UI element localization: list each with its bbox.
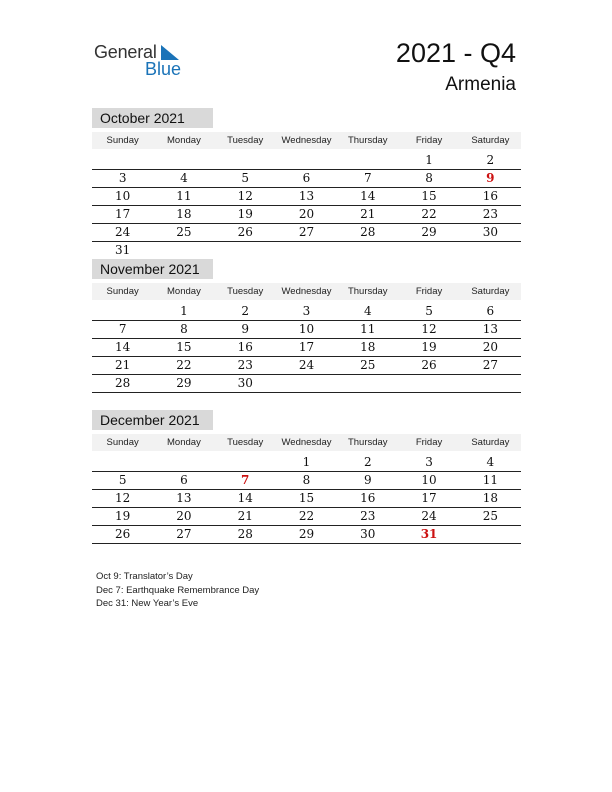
weekday-header: Saturday [460, 283, 521, 300]
day-cell: 28 [337, 224, 398, 242]
day-cell [215, 451, 276, 472]
day-cell [276, 149, 337, 170]
week-row [92, 339, 521, 357]
day-cell [92, 451, 153, 472]
month-november [92, 259, 522, 393]
calendar-grid [92, 283, 521, 393]
day-cell: 2 [215, 300, 276, 321]
day-cell: 16 [337, 490, 398, 508]
day-cell: 6 [276, 170, 337, 188]
day-cell: 21 [337, 206, 398, 224]
month-title: December 2021 [92, 410, 213, 430]
day-cell: 10 [398, 472, 459, 490]
day-cell: 30 [460, 224, 521, 242]
day-cell [153, 149, 214, 170]
day-cell: 26 [215, 224, 276, 242]
day-cell: 21 [215, 508, 276, 526]
day-cell: 18 [460, 490, 521, 508]
day-cell: 11 [460, 472, 521, 490]
week-row [92, 242, 521, 260]
day-cell: 25 [460, 508, 521, 526]
day-cell: 7 [337, 170, 398, 188]
day-cell: 23 [337, 508, 398, 526]
logo-word-blue: Blue [145, 59, 182, 79]
day-cell: 20 [460, 339, 521, 357]
day-cell: 10 [276, 321, 337, 339]
day-cell: 17 [398, 490, 459, 508]
week-row [92, 472, 521, 490]
day-cell: 31 [398, 526, 459, 544]
weekday-header: Saturday [460, 132, 521, 149]
day-cell: 17 [276, 339, 337, 357]
day-cell: 14 [337, 188, 398, 206]
day-cell: 14 [92, 339, 153, 357]
day-cell: 13 [276, 188, 337, 206]
day-cell: 1 [276, 451, 337, 472]
day-cell: 13 [460, 321, 521, 339]
month-title: October 2021 [92, 108, 213, 128]
day-cell: 24 [276, 357, 337, 375]
day-cell [460, 526, 521, 544]
weekday-header: Monday [153, 283, 214, 300]
day-cell: 29 [153, 375, 214, 393]
day-cell: 26 [92, 526, 153, 544]
day-cell: 3 [276, 300, 337, 321]
weekday-header: Saturday [460, 434, 521, 451]
day-cell: 22 [398, 206, 459, 224]
day-cell: 8 [398, 170, 459, 188]
day-cell: 27 [276, 224, 337, 242]
day-cell: 30 [337, 526, 398, 544]
week-row [92, 375, 521, 393]
weekday-header: Sunday [92, 283, 153, 300]
day-cell: 9 [215, 321, 276, 339]
day-cell: 11 [153, 188, 214, 206]
day-cell: 10 [92, 188, 153, 206]
day-cell: 7 [215, 472, 276, 490]
day-cell [398, 375, 459, 393]
day-cell: 14 [215, 490, 276, 508]
day-cell: 8 [153, 321, 214, 339]
weekday-header: Wednesday [276, 132, 337, 149]
day-cell [398, 242, 459, 260]
weekday-header: Sunday [92, 434, 153, 451]
week-row [92, 188, 521, 206]
day-cell: 12 [398, 321, 459, 339]
day-cell: 29 [276, 526, 337, 544]
day-cell: 1 [398, 149, 459, 170]
country-name: Armenia [445, 74, 516, 95]
day-cell: 13 [153, 490, 214, 508]
holiday-note: Dec 7: Earthquake Remembrance Day [96, 584, 260, 596]
weekday-header: Monday [153, 132, 214, 149]
day-cell: 16 [215, 339, 276, 357]
day-cell: 27 [153, 526, 214, 544]
month-october [92, 108, 522, 259]
day-cell: 22 [276, 508, 337, 526]
week-row [92, 321, 521, 339]
day-cell [215, 242, 276, 260]
day-cell: 18 [337, 339, 398, 357]
day-cell [276, 242, 337, 260]
page-title: 2021 - Q4 [395, 38, 516, 68]
day-cell: 24 [92, 224, 153, 242]
weekday-header: Sunday [92, 132, 153, 149]
day-cell: 11 [337, 321, 398, 339]
day-cell: 15 [153, 339, 214, 357]
day-cell: 20 [276, 206, 337, 224]
logo [94, 42, 194, 78]
logo-word-general: General [94, 42, 157, 62]
day-cell: 9 [337, 472, 398, 490]
day-cell: 5 [398, 300, 459, 321]
weekday-header: Wednesday [276, 434, 337, 451]
weekday-header: Friday [398, 434, 459, 451]
month-december [92, 410, 522, 544]
day-cell: 19 [215, 206, 276, 224]
day-cell: 19 [398, 339, 459, 357]
day-cell [92, 149, 153, 170]
holiday-note: Dec 31: New Year’s Eve [96, 598, 199, 609]
day-cell [460, 242, 521, 260]
week-row [92, 170, 521, 188]
weekday-header: Thursday [337, 132, 398, 149]
day-cell: 16 [460, 188, 521, 206]
day-cell: 23 [460, 206, 521, 224]
day-cell: 2 [337, 451, 398, 472]
weekday-header: Monday [153, 434, 214, 451]
week-row [92, 206, 521, 224]
weekday-header: Thursday [337, 283, 398, 300]
day-cell: 26 [398, 357, 459, 375]
day-cell: 9 [460, 170, 521, 188]
weekday-header: Tuesday [215, 132, 276, 149]
day-cell: 6 [460, 300, 521, 321]
day-cell: 30 [215, 375, 276, 393]
day-cell: 25 [153, 224, 214, 242]
day-cell: 31 [115, 243, 131, 257]
day-cell: 6 [153, 472, 214, 490]
day-cell: 28 [92, 375, 153, 393]
day-cell: 4 [460, 451, 521, 472]
day-cell [92, 300, 153, 321]
day-cell: 18 [153, 206, 214, 224]
weekday-header: Tuesday [215, 434, 276, 451]
day-cell: 24 [398, 508, 459, 526]
day-cell: 29 [398, 224, 459, 242]
week-row [92, 357, 521, 375]
week-row [92, 526, 521, 544]
day-cell: 5 [92, 472, 153, 490]
day-cell [337, 375, 398, 393]
day-cell: 25 [337, 357, 398, 375]
day-cell: 1 [153, 300, 214, 321]
calendar-grid [92, 434, 521, 544]
week-row [92, 224, 521, 242]
day-cell [153, 451, 214, 472]
weekday-header: Wednesday [276, 283, 337, 300]
day-cell: 20 [153, 508, 214, 526]
week-row [92, 508, 521, 526]
weekday-header: Tuesday [215, 283, 276, 300]
day-cell: 3 [398, 451, 459, 472]
day-cell: 12 [92, 490, 153, 508]
day-cell: 4 [337, 300, 398, 321]
day-cell: 19 [92, 508, 153, 526]
day-cell: 17 [92, 206, 153, 224]
day-cell [153, 242, 214, 260]
week-row [92, 300, 521, 321]
day-cell: 27 [460, 357, 521, 375]
holiday-note: Oct 9: Translator’s Day [96, 571, 193, 582]
day-cell: 15 [276, 490, 337, 508]
day-cell: 15 [398, 188, 459, 206]
day-cell [337, 149, 398, 170]
day-cell [215, 149, 276, 170]
holiday-notes [96, 570, 259, 611]
day-cell: 4 [153, 170, 214, 188]
calendar-grid [92, 132, 521, 259]
weekday-header: Friday [398, 132, 459, 149]
day-cell: 23 [215, 357, 276, 375]
week-row [92, 149, 521, 170]
day-cell: 3 [92, 170, 153, 188]
day-cell [460, 375, 521, 393]
day-cell: 21 [92, 357, 153, 375]
week-row [92, 490, 521, 508]
weekday-header: Friday [398, 283, 459, 300]
day-cell: 8 [276, 472, 337, 490]
day-cell [337, 242, 398, 260]
day-cell: 5 [215, 170, 276, 188]
day-cell: 22 [153, 357, 214, 375]
day-cell: 7 [92, 321, 153, 339]
month-title: November 2021 [92, 259, 213, 279]
weekday-header: Thursday [337, 434, 398, 451]
day-cell: 28 [215, 526, 276, 544]
week-row [92, 451, 521, 472]
day-cell: 12 [215, 188, 276, 206]
day-cell [276, 375, 337, 393]
day-cell: 2 [460, 149, 521, 170]
